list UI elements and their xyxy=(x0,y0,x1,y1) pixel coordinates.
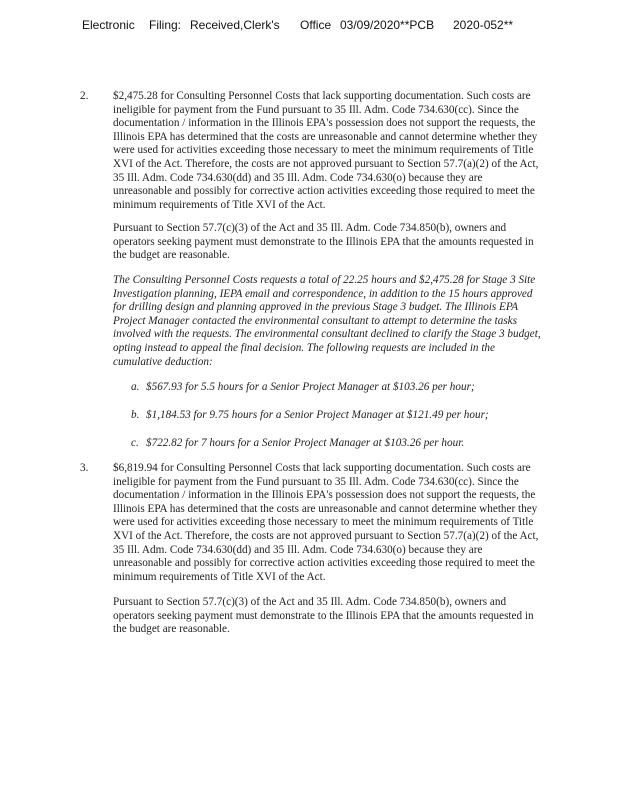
sub-item-letter: a. xyxy=(131,381,140,393)
sub-item-text: $722.82 for 7 hours for a Senior Project Manager at $103.26 per hour. xyxy=(146,437,465,449)
sub-item-letter: c. xyxy=(131,437,139,449)
header-date: 03/09/2020**PCB xyxy=(340,18,435,32)
item-paragraph: Pursuant to Section 57.7(c)(3) of the Act and 35 Ill. Adm. Code 734.850(b), owners and operators seeking payment must demonstrate to the Illinois EPA that the amounts requested in the budget are reasonable. xyxy=(113,222,534,262)
sub-item xyxy=(131,437,551,451)
header-received: Received,Clerk's xyxy=(190,18,280,32)
item-paragraph: $2,475.28 for Consulting Personnel Costs that lack supporting documentation. Such costs are ineligible for payment from the Fund pursuant to 35 Ill. Adm. Code 734.630(cc). Since the documentation / information in the Illinois EPA's possession does not support the requests, the Illinois EPA has determined that the costs are unreasonable and cannot determine whether they were used for activities exceeding those necessary to meet the minimum requirements of Title XVI of the Act. Therefore, the costs are not approved pursuant to Section 57.7(a)(2) of the Act, 35 Ill. Adm. Code 734.630(dd) and 35 Ill. Adm. Code 734.630(o) because they are unreasonable and possibly for corrective action activities exceeding those required to meet the minimum requirements of Title XVI of the Act. xyxy=(113,90,539,211)
sub-item xyxy=(131,409,551,423)
filing-header xyxy=(0,18,618,38)
sub-item-text: $567.93 for 5.5 hours for a Senior Project Manager at $103.26 per hour; xyxy=(146,381,475,393)
sub-item-letter: b. xyxy=(131,409,140,421)
item-paragraph: $6,819.94 for Consulting Personnel Costs that lack supporting documentation. Such costs are ineligible for payment from the Fund pursuant to 35 Ill. Adm. Code 734.630(cc). Since the documentation / information in the Illinois EPA's possession does not support the requests, the Illinois EPA has determined that the costs are unreasonable and cannot determine whether they were used for activities exceeding those necessary to meet the minimum requirements of Title XVI of the Act. Therefore, the costs are not approved pursuant to Section 57.7(a)(2) of the Act, 35 Ill. Adm. Code 734.630(dd) and 35 Ill. Adm. Code 734.630(o) because they are unreasonable and possibly for corrective action activities exceeding those required to meet the minimum requirements of Title XVI of the Act. xyxy=(113,462,539,583)
header-filing: Filing: xyxy=(149,18,182,32)
header-office: Office xyxy=(300,18,332,32)
sub-item-text: $1,184.53 for 9.75 hours for a Senior Project Manager at $121.49 per hour; xyxy=(146,409,489,421)
item-number: 3. xyxy=(80,462,89,474)
item-number: 2. xyxy=(80,90,89,102)
item-paragraph: Pursuant to Section 57.7(c)(3) of the Act and 35 Ill. Adm. Code 734.850(b), owners and operators seeking payment must demonstrate to the Illinois EPA that the amounts requested in the budget are reasonable. xyxy=(113,596,534,636)
item-italic-paragraph: The Consulting Personnel Costs requests a total of 22.25 hours and $2,475.28 for Stage 3 Site Investigation planning, IEPA email and correspondence, in addition to the 15 hours approved for drilling design and planning approved in the previous Stage 3 budget. The Illinois EPA Project Manager contacted the environmental consultant to attempt to determine the tasks involved with the requests. The environmental consultant declined to clarify the Stage 3 budget, opting instead to appeal the final decision. The following requests are included in the cumulative deduction: xyxy=(113,274,541,368)
sub-item xyxy=(131,381,551,395)
header-docket: 2020-052** xyxy=(453,18,514,32)
header-electronic: Electronic xyxy=(82,18,135,32)
